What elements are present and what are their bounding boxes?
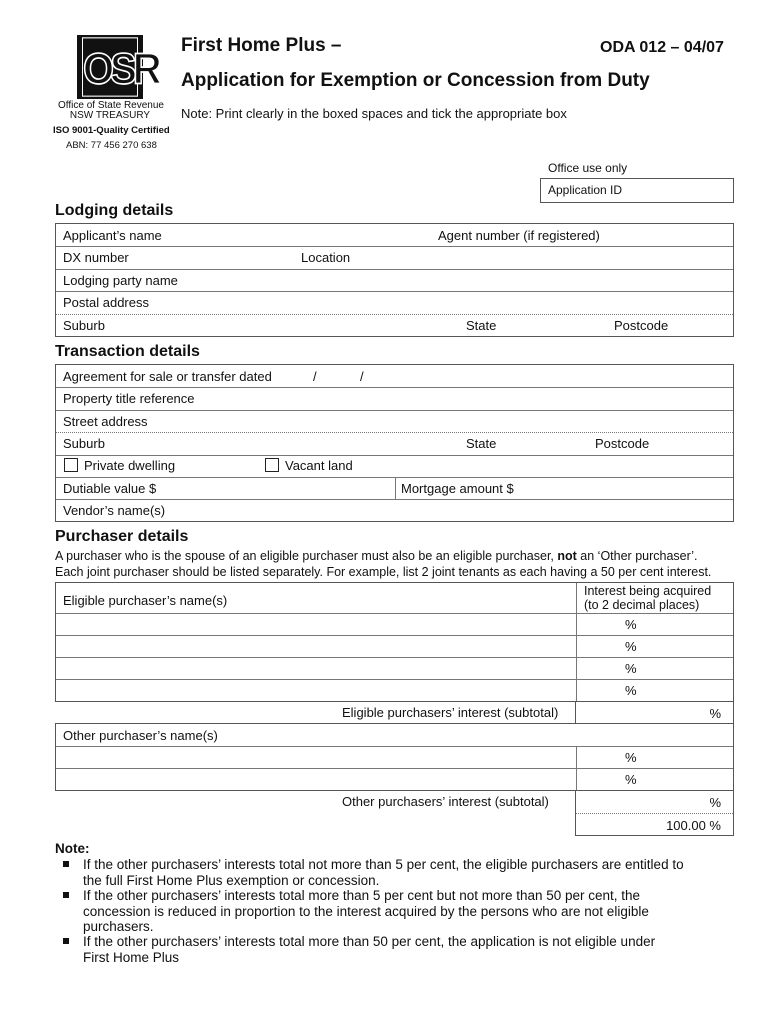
lodging-party-field[interactable]: Lodging party name (63, 273, 178, 288)
form-title: First Home Plus – (181, 35, 342, 56)
other-subtotal-field[interactable]: % 100.00 % (575, 790, 734, 836)
application-id-field[interactable]: Application ID (540, 178, 734, 203)
purchaser-heading: Purchaser details (55, 528, 189, 545)
purchaser-intro-1: A purchaser who is the spouse of an eligible purchaser must also be an eligible purchaser, not an ‘Other purchaser’. (55, 549, 698, 563)
eligible-purchasers-table (55, 582, 734, 702)
postcode-field[interactable]: Postcode (614, 318, 669, 333)
dutiable-value-field[interactable]: Dutiable value $ (63, 481, 157, 496)
other-subtotal-label: Other purchasers’ interest (subtotal) (342, 794, 549, 809)
eligible-name-header: Eligible purchaser’s name(s) (63, 593, 228, 608)
suburb-field[interactable]: Suburb (63, 318, 105, 333)
state-field[interactable]: State (466, 436, 497, 451)
purchaser-intro-2: Each joint purchaser should be listed separately. For example, list 2 joint tenants as each having a 50 per cent interest. (55, 565, 712, 579)
transaction-heading: Transaction details (55, 343, 200, 360)
other-purchasers-table (55, 723, 734, 791)
checkbox-icon[interactable] (64, 458, 78, 472)
location-field[interactable]: Location (301, 250, 351, 265)
instruction-note: Note: Print clearly in the boxed spaces and tick the appropriate box (181, 106, 567, 121)
checkbox-icon[interactable] (265, 458, 279, 472)
total-interest: 100.00 % (666, 818, 721, 833)
dx-number-field[interactable]: DX number (63, 250, 129, 265)
notes-heading: Note: (55, 841, 90, 856)
org-name: Office of State Revenue NSW TREASURY (58, 100, 164, 121)
vendor-name-field[interactable]: Vendor’s name(s) (63, 503, 166, 518)
transaction-table (55, 364, 734, 522)
form-subtitle: Application for Exemption or Concession from Duty (181, 70, 650, 91)
interest-header: Interest being acquired (to 2 decimal places) (584, 584, 712, 612)
eligible-row-1[interactable]: % (625, 617, 637, 632)
vacant-land-checkbox[interactable]: Vacant land (265, 458, 353, 473)
street-address-field[interactable]: Street address (63, 414, 148, 429)
iso-cert: ISO 9001-Quality Certified (53, 125, 170, 136)
eligible-row-3[interactable]: % (625, 661, 637, 676)
office-use-label: Office use only (548, 161, 628, 175)
note-bullet-1: If the other purchasers’ interests total not more than 5 per cent, the eligible purchasers are entitled to the full First Home Plus exemption or concession. (83, 857, 684, 889)
applicant-name-field[interactable]: Applicant’s name (63, 228, 162, 243)
note-bullet-2: If the other purchasers’ interests total more than 5 per cent but not more than 50 per cent, the concession is reduced in proportion to the interest acquired by the persons who are not eligible purchasers. (83, 888, 649, 935)
date-separator: / (360, 369, 364, 384)
lodging-table (55, 223, 734, 337)
state-field[interactable]: State (466, 318, 497, 333)
private-dwelling-checkbox[interactable]: Private dwelling (64, 458, 175, 473)
eligible-subtotal-field[interactable]: % (575, 701, 734, 724)
note-bullet-3: If the other purchasers’ interests total more than 50 per cent, the application is not eligible under First Home Plus (83, 934, 655, 966)
postal-address-field[interactable]: Postal address (63, 295, 149, 310)
mortgage-amount-field[interactable]: Mortgage amount $ (401, 481, 514, 496)
form-code: ODA 012 – 04/07 (600, 39, 724, 56)
osr-logo: OSR (77, 35, 143, 99)
eligible-row-2[interactable]: % (625, 639, 637, 654)
other-name-header: Other purchaser’s name(s) (63, 728, 218, 743)
agreement-date-field[interactable]: Agreement for sale or transfer dated (63, 369, 272, 384)
suburb-field[interactable]: Suburb (63, 436, 105, 451)
abn: ABN: 77 456 270 638 (66, 140, 157, 151)
eligible-subtotal-label: Eligible purchasers’ interest (subtotal) (342, 705, 559, 720)
other-row-1[interactable]: % (625, 750, 637, 765)
title-reference-field[interactable]: Property title reference (63, 391, 195, 406)
postcode-field[interactable]: Postcode (595, 436, 650, 451)
date-separator: / (313, 369, 317, 384)
agent-number-field[interactable]: Agent number (if registered) (438, 228, 600, 243)
lodging-heading: Lodging details (55, 202, 174, 219)
eligible-row-4[interactable]: % (625, 683, 637, 698)
other-row-2[interactable]: % (625, 772, 637, 787)
